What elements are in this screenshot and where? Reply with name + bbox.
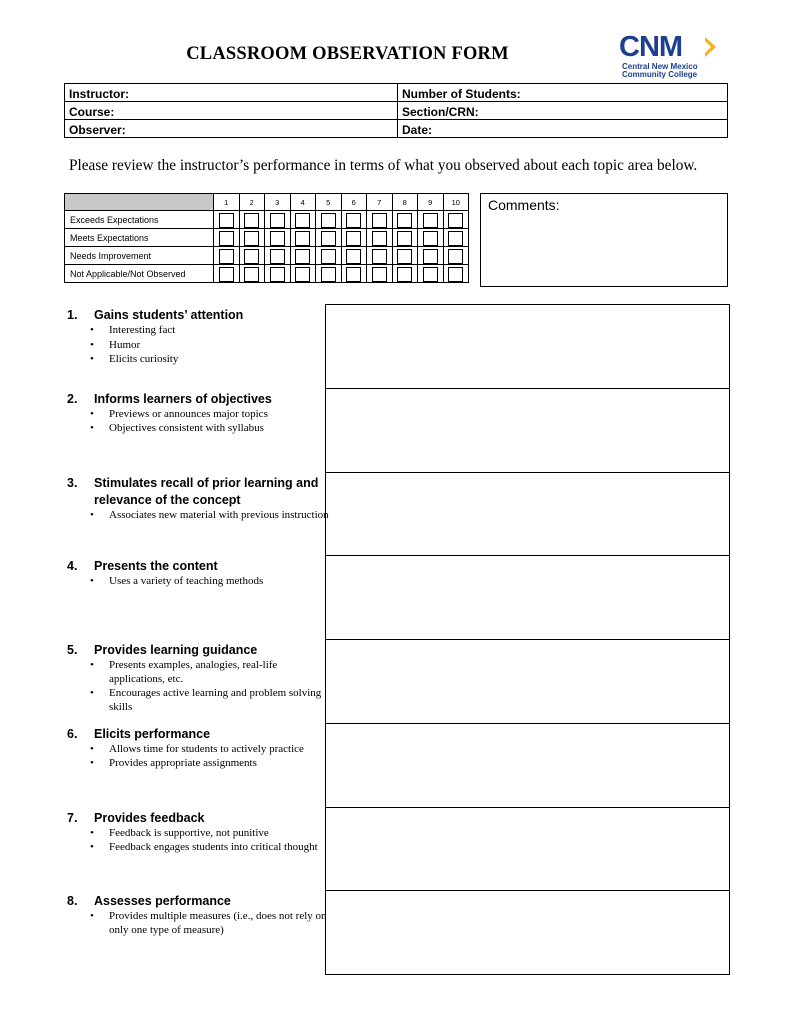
- topic-notes-box[interactable]: [325, 389, 730, 473]
- topic-number: 1.: [67, 308, 78, 322]
- rating-checkbox[interactable]: [244, 213, 259, 228]
- topic-title: Provides feedback: [94, 810, 205, 825]
- topic-bullet: • Uses a variety of teaching methods: [64, 575, 329, 589]
- rating-checkbox[interactable]: [321, 249, 336, 264]
- comments-box[interactable]: [480, 193, 728, 287]
- logo-line-2: Community College: [622, 70, 698, 79]
- topic-title: Informs learners of objectives: [94, 391, 272, 406]
- topic-bullet: • Previews or announces major topics: [64, 408, 329, 422]
- rating-number-7: 7: [367, 194, 393, 211]
- topic-item: [64, 388, 329, 472]
- topic-number: 6.: [67, 726, 78, 741]
- topic-bullet: • Presents examples, analogies, real-life applications, etc.: [64, 659, 329, 686]
- topic-heading: [64, 807, 329, 827]
- topic-bullet: • Objectives consistent with syllabus: [64, 422, 329, 436]
- rating-checkbox[interactable]: [423, 213, 438, 228]
- topic-bullets: [64, 324, 329, 367]
- rating-checkbox[interactable]: [270, 249, 285, 264]
- topic-list: [64, 304, 329, 974]
- topic-notes-box[interactable]: [325, 640, 730, 724]
- topic-notes-box[interactable]: [325, 556, 730, 640]
- rating-checkbox[interactable]: [244, 267, 259, 282]
- rating-checkbox[interactable]: [244, 231, 259, 246]
- rating-checkbox[interactable]: [346, 213, 361, 228]
- rating-checkbox[interactable]: [219, 267, 234, 282]
- rating-number-9: 9: [418, 194, 444, 211]
- rating-checkbox[interactable]: [423, 267, 438, 282]
- topic-bullet: • Interesting fact: [64, 324, 329, 338]
- topic-bullet: • Allows time for students to actively practice: [64, 743, 329, 757]
- topic-bullets: [64, 910, 329, 937]
- topic-item: [64, 304, 329, 388]
- logo-line-1: Central New Mexico: [622, 62, 698, 71]
- topic-bullet: • Elicits curiosity: [64, 353, 329, 367]
- rating-checkbox[interactable]: [397, 249, 412, 264]
- topic-number: 2.: [67, 391, 78, 406]
- topic-bullets: [64, 743, 329, 771]
- info-table: [64, 83, 728, 138]
- rating-checkbox[interactable]: [219, 249, 234, 264]
- topic-item: [64, 890, 329, 974]
- observer-field[interactable]: Observer:: [65, 120, 398, 138]
- rating-row-label: Exceeds Expectations: [65, 211, 214, 229]
- topic-notes-box[interactable]: [325, 808, 730, 892]
- topic-number: 4.: [67, 559, 78, 574]
- rating-checkbox[interactable]: [397, 267, 412, 282]
- rating-number-1: 1: [214, 194, 240, 211]
- rating-checkbox[interactable]: [372, 249, 387, 264]
- rating-checkbox[interactable]: [372, 213, 387, 228]
- rating-number-2: 2: [239, 194, 265, 211]
- rating-checkbox[interactable]: [270, 267, 285, 282]
- rating-checkbox[interactable]: [346, 267, 361, 282]
- rating-checkbox[interactable]: [295, 249, 310, 264]
- rating-scale-table: [64, 193, 469, 283]
- rating-checkbox[interactable]: [423, 249, 438, 264]
- topic-bullet: • Encourages active learning and problem solving skills: [64, 687, 329, 714]
- rating-checkbox[interactable]: [448, 267, 463, 282]
- rating-checkbox[interactable]: [244, 249, 259, 264]
- topic-heading: [64, 388, 329, 408]
- rating-checkbox[interactable]: [321, 231, 336, 246]
- topic-bullets: [64, 575, 329, 589]
- answer-boxes: [325, 304, 730, 975]
- rating-row: [65, 265, 469, 283]
- rating-checkbox[interactable]: [448, 213, 463, 228]
- topic-notes-box[interactable]: [325, 473, 730, 557]
- topic-number: 8.: [67, 894, 78, 909]
- rating-checkbox[interactable]: [346, 249, 361, 264]
- topic-heading: [64, 555, 329, 575]
- rating-checkbox[interactable]: [448, 231, 463, 246]
- topic-bullet: • Provides appropriate assignments: [64, 757, 329, 771]
- comments-label: Comments:: [488, 197, 560, 213]
- rating-row: [65, 229, 469, 247]
- rating-checkbox[interactable]: [423, 231, 438, 246]
- topic-bullets: [64, 509, 329, 523]
- topic-title: Presents the content: [94, 559, 218, 574]
- rating-row-label: Needs Improvement: [65, 247, 214, 265]
- topic-item: [64, 472, 329, 556]
- topic-title: Elicits performance: [94, 726, 211, 741]
- topic-item: [64, 639, 329, 723]
- logo-wordmark: CNM: [619, 31, 683, 63]
- topic-number: 3.: [67, 475, 78, 490]
- rating-header-blank: [65, 194, 214, 211]
- topic-heading: [64, 639, 329, 659]
- topic-notes-box[interactable]: [325, 891, 730, 975]
- topic-item: [64, 723, 329, 807]
- topic-bullets: [64, 408, 329, 436]
- topic-heading: [64, 304, 329, 324]
- topic-bullets: [64, 659, 329, 714]
- rating-checkbox[interactable]: [270, 213, 285, 228]
- rating-number-3: 3: [265, 194, 291, 211]
- topic-bullet: • Feedback is supportive, not punitive: [64, 827, 329, 841]
- rating-checkbox[interactable]: [219, 213, 234, 228]
- topic-item: [64, 555, 329, 639]
- rating-number-10: 10: [443, 194, 469, 211]
- topic-bullet: • Humor: [64, 339, 329, 353]
- topic-heading: [64, 723, 329, 743]
- rating-checkbox[interactable]: [448, 249, 463, 264]
- topic-title: Stimulates recall of prior learning and relevance of the concept: [94, 475, 319, 507]
- rating-checkbox[interactable]: [219, 231, 234, 246]
- topic-notes-box[interactable]: [325, 305, 730, 389]
- topic-number: 7.: [67, 810, 78, 825]
- rating-number-6: 6: [341, 194, 367, 211]
- course-field[interactable]: Course:: [65, 102, 398, 120]
- topic-bullet: • Provides multiple measures (i.e., does not rely on only one type of measure): [64, 910, 329, 937]
- topic-bullet: • Feedback engages students into critical thought: [64, 841, 329, 855]
- rating-checkbox[interactable]: [270, 231, 285, 246]
- rating-checkbox[interactable]: [346, 231, 361, 246]
- rating-checkbox[interactable]: [295, 213, 310, 228]
- rating-row-label: Meets Expectations: [65, 229, 214, 247]
- topic-title: Provides learning guidance: [94, 643, 258, 657]
- rating-checkbox[interactable]: [321, 267, 336, 282]
- topic-title: Gains students’ attention: [94, 308, 244, 322]
- rating-row: [65, 211, 469, 229]
- topic-notes-box[interactable]: [325, 724, 730, 808]
- rating-checkbox[interactable]: [295, 267, 310, 282]
- rating-row-label: Not Applicable/Not Observed: [65, 265, 214, 283]
- rating-checkbox[interactable]: [295, 231, 310, 246]
- topic-heading: [64, 472, 329, 509]
- rating-number-4: 4: [290, 194, 316, 211]
- section-crn-field[interactable]: Section/CRN:: [398, 102, 728, 120]
- rating-row: [65, 247, 469, 265]
- topic-bullets: [64, 827, 329, 855]
- number-of-students-field[interactable]: Number of Students:: [398, 84, 728, 102]
- topic-number: 5.: [67, 643, 78, 657]
- rating-checkbox[interactable]: [372, 267, 387, 282]
- topic-title: Assesses performance: [94, 894, 231, 909]
- rating-number-5: 5: [316, 194, 342, 211]
- cnm-logo: [619, 32, 724, 80]
- topic-item: [64, 807, 329, 891]
- instructor-field[interactable]: Instructor:: [65, 84, 398, 102]
- form-title: CLASSROOM OBSERVATION FORM: [186, 44, 509, 64]
- topic-bullet: • Associates new material with previous instruction: [64, 509, 329, 523]
- rating-checkbox[interactable]: [372, 231, 387, 246]
- date-field[interactable]: Date:: [398, 120, 728, 138]
- rating-number-8: 8: [392, 194, 418, 211]
- topic-heading: [64, 890, 329, 910]
- rating-checkbox[interactable]: [397, 231, 412, 246]
- intro-text: Please review the instructor’s performance in terms of what you observed about each topic area below.: [69, 157, 698, 174]
- rating-checkbox[interactable]: [397, 213, 412, 228]
- rating-checkbox[interactable]: [321, 213, 336, 228]
